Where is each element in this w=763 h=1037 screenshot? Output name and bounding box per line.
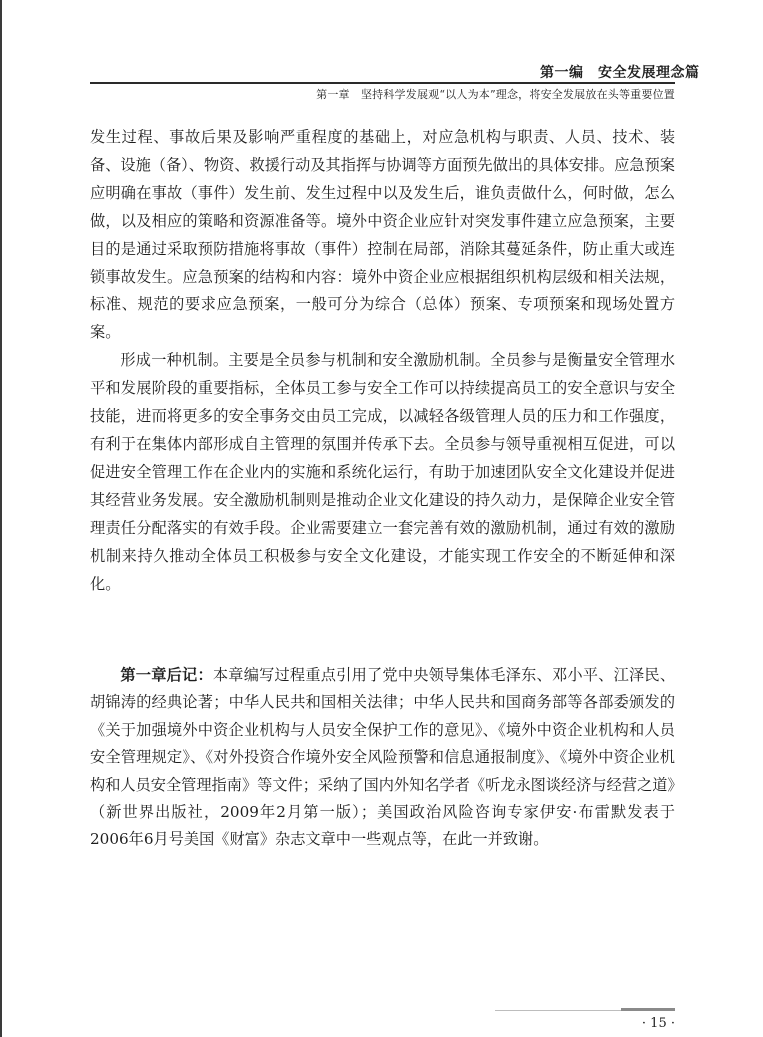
chapter-postscript xyxy=(90,662,675,854)
running-header-chapter: 第一章 坚持科学发展观“以人为本”理念，将安全发展放在头等重要位置 xyxy=(316,88,675,101)
body-paragraph-mechanism: 形成一种机制。主要是全员参与机制和安全激励机制。全员参与是衡量安全管理水平和发展阶段的重要指标，全体员工参与安全工作可以持续提高员工的安全意识与安全技能，进而将更多的安全事务交由员工完成，以减轻各级管理人员的压力和工作强度，有利于在集体内部形成自主管理的氛围并传承下去。全员参与领导重视相互促进，可以促进安全管理工作在企业内的实施和系统化运行，有助于加速团队安全文化建设并促进其经营业务发展。安全激励机制则是推动企业文化建设的持久动力，是保障企业安全管理责任分配落实的有效手段。企业需要建立一套完善有效的激励机制，通过有效的激励机制来持久推动全体员工积极参与安全文化建设，才能实现工作安全的不断延伸和深化。 xyxy=(90,351,675,593)
footer-rule-thick xyxy=(621,1008,675,1011)
running-header-section: 第一编 安全发展理念篇 xyxy=(540,65,700,81)
postscript-text: 本章编写过程重点引用了党中央领导集体毛泽东、邓小平、江泽民、胡锦涛的经典论著；中华人民共和国相关法律；中华人民共和国商务部等各部委颁发的《关于加强境外中资企业机构与人员安全保护工作的意见》、《境外中资企业机构和人员安全管理规定》、《对外投资合作境外安全风险预警和信息通报制度》、《境外中资企业机构和人员安全管理指南》等文件；采纳了国内外知名学者《听龙永图谈经济与经营之道》（新世界出版社，2009年2月第一版）；美国政治风险咨询专家伊安·布雷默发表于2006年6月号美国《财富》杂志文章中一些观点等，在此一并致谢。 xyxy=(90,666,676,849)
postscript-title: 第一章后记： xyxy=(120,666,213,684)
page-number: · 15 · xyxy=(641,1016,675,1031)
body-text xyxy=(90,124,675,598)
footer-rule-thin xyxy=(495,1010,621,1011)
body-paragraph-continued: 发生过程、事故后果及影响严重程度的基础上，对应急机构与职责、人员、技术、装备、设施（备）、物资、救援行动及其指挥与协调等方面预先做出的具体安排。应急预案应明确在事故（事件）发生前、发生过程中以及发生后，谁负责做什么，何时做，怎么做，以及相应的策略和资源准备等。境外中资企业应针对突发事件建立应急预案，主要目的是通过采取预防措施将事故（事件）控制在局部，消除其蔓延条件，防止重大或连锁事故发生。应急预案的结构和内容：境外中资企业应根据组织机构层级和相关法规，标准、规范的要求应急预案，一般可分为综合（总体）预案、专项预案和现场处置方案。 xyxy=(90,128,675,342)
header-divider xyxy=(90,82,675,84)
page-left-edge-rule xyxy=(0,0,2,1037)
